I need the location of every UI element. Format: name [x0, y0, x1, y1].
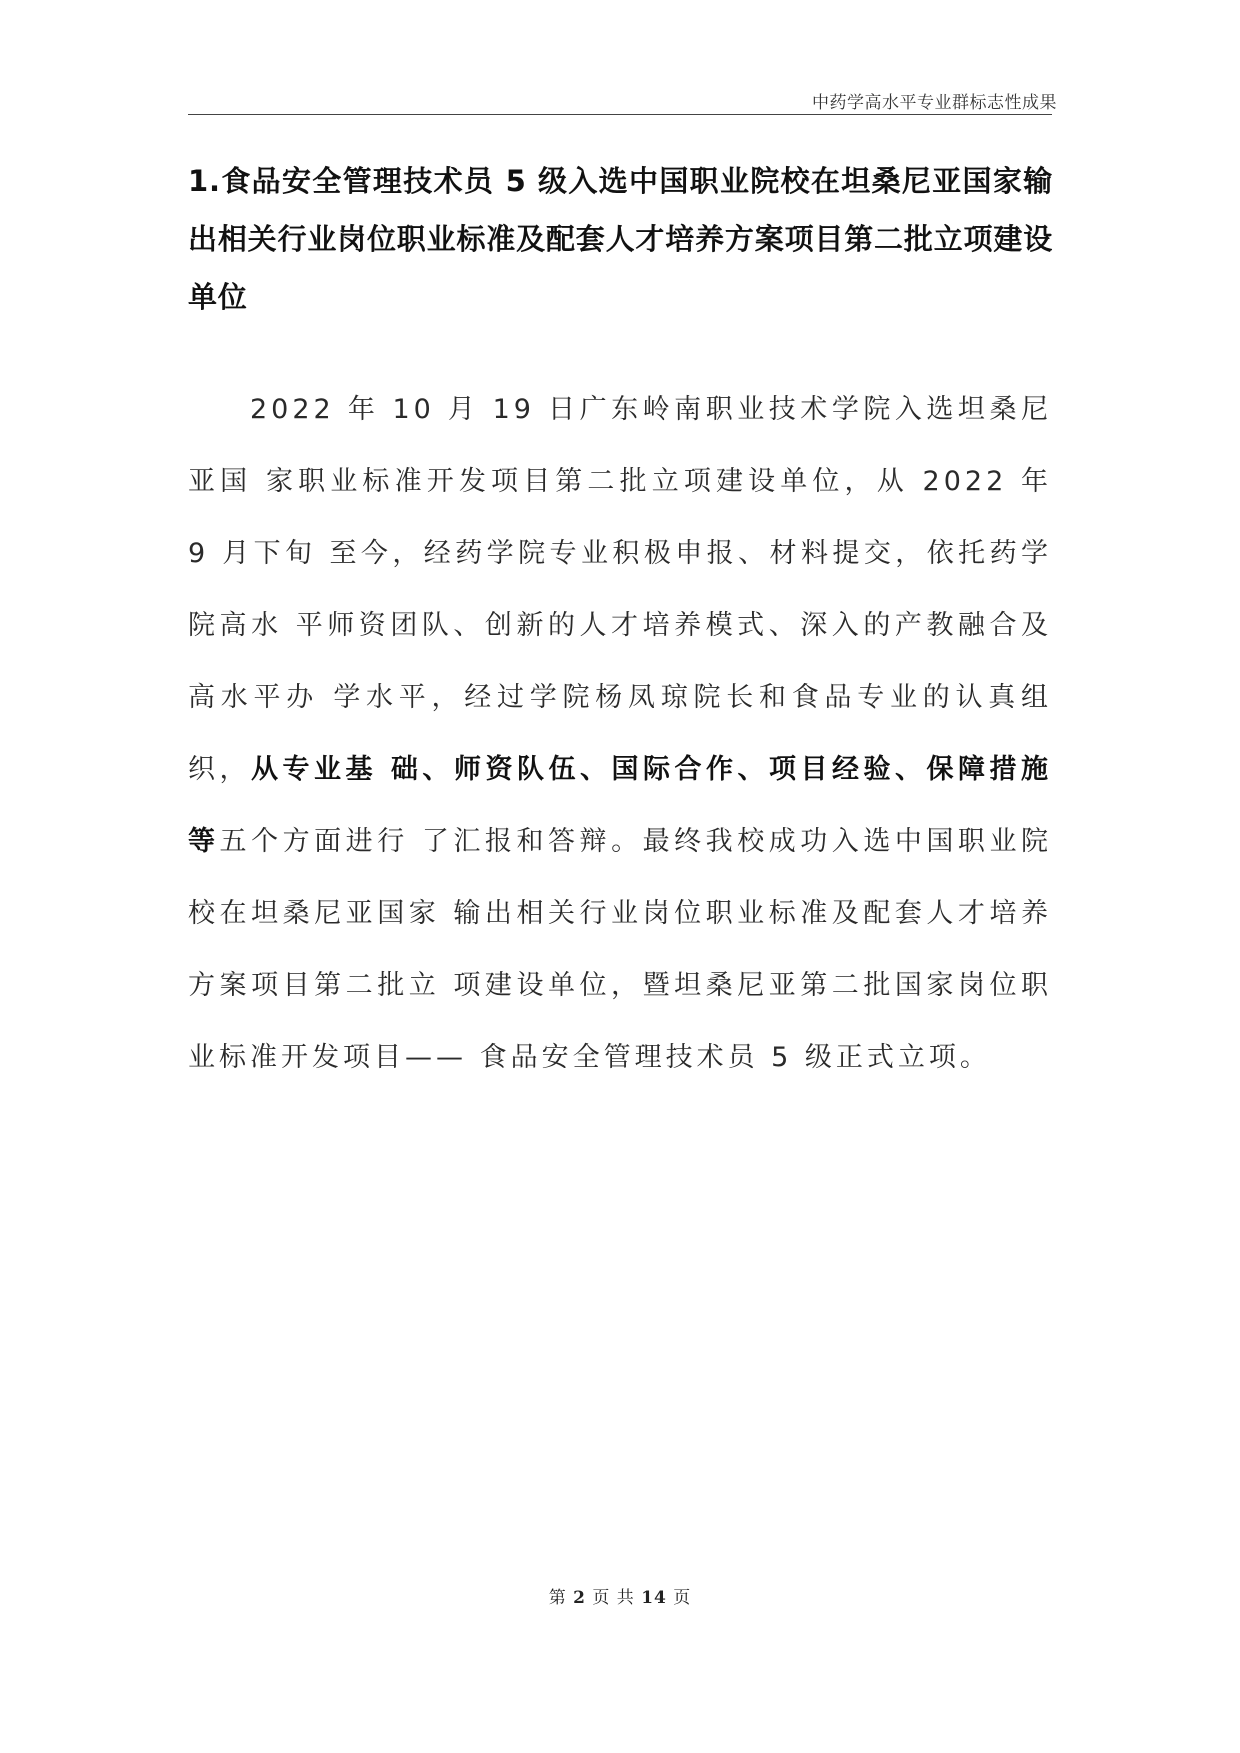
- footer-prefix: 第: [548, 1588, 567, 1608]
- total-page-number: 14: [641, 1588, 667, 1608]
- footer-middle: 页 共: [592, 1588, 635, 1608]
- paragraph-text-2: 五个方面进行 了汇报和答辩。最终我校成功入选中国职业院校在坦桑尼亚国家 输出相关行业岗位职业标准及配套人才培养方案项目第二批立 项建设单位，暨坦桑尼亚第二批国家岗位职业标准开发项目—— 食品安全管理技术员 5 级正式立项。: [188, 826, 1053, 1073]
- body-paragraph: [188, 374, 1052, 1094]
- footer-suffix: 页: [673, 1588, 692, 1608]
- section-heading: 1.食品安全管理技术员 5 级入选中国职业院校在坦桑尼亚国家输出相关行业岗位职业标准及配套人才培养方案项目第二批立项建设单位: [188, 164, 1053, 314]
- paragraph-bold-text: 从专业基 础、师资队伍、国际合作、项目经验、保障措施等: [188, 754, 1053, 857]
- current-page-number: 2: [573, 1588, 586, 1608]
- page-footer: [0, 1583, 1240, 1608]
- running-header: 中药学高水平专业群标志性成果: [812, 93, 1057, 113]
- header-divider: [188, 114, 1052, 115]
- paragraph-text-1: 2022 年 10 月 19 日广东岭南职业技术学院入选坦桑尼亚国 家职业标准开发项目第二批立项建设单位，从 2022 年 9 月下旬 至今，经药学院专业积极申报、材料提交，依托药学院高水 平师资团队、创新的人才培养模式、深入的产教融合及高水平办 学水平，经过学院杨凤琼院长和食品专业的认真组织，: [188, 394, 1052, 785]
